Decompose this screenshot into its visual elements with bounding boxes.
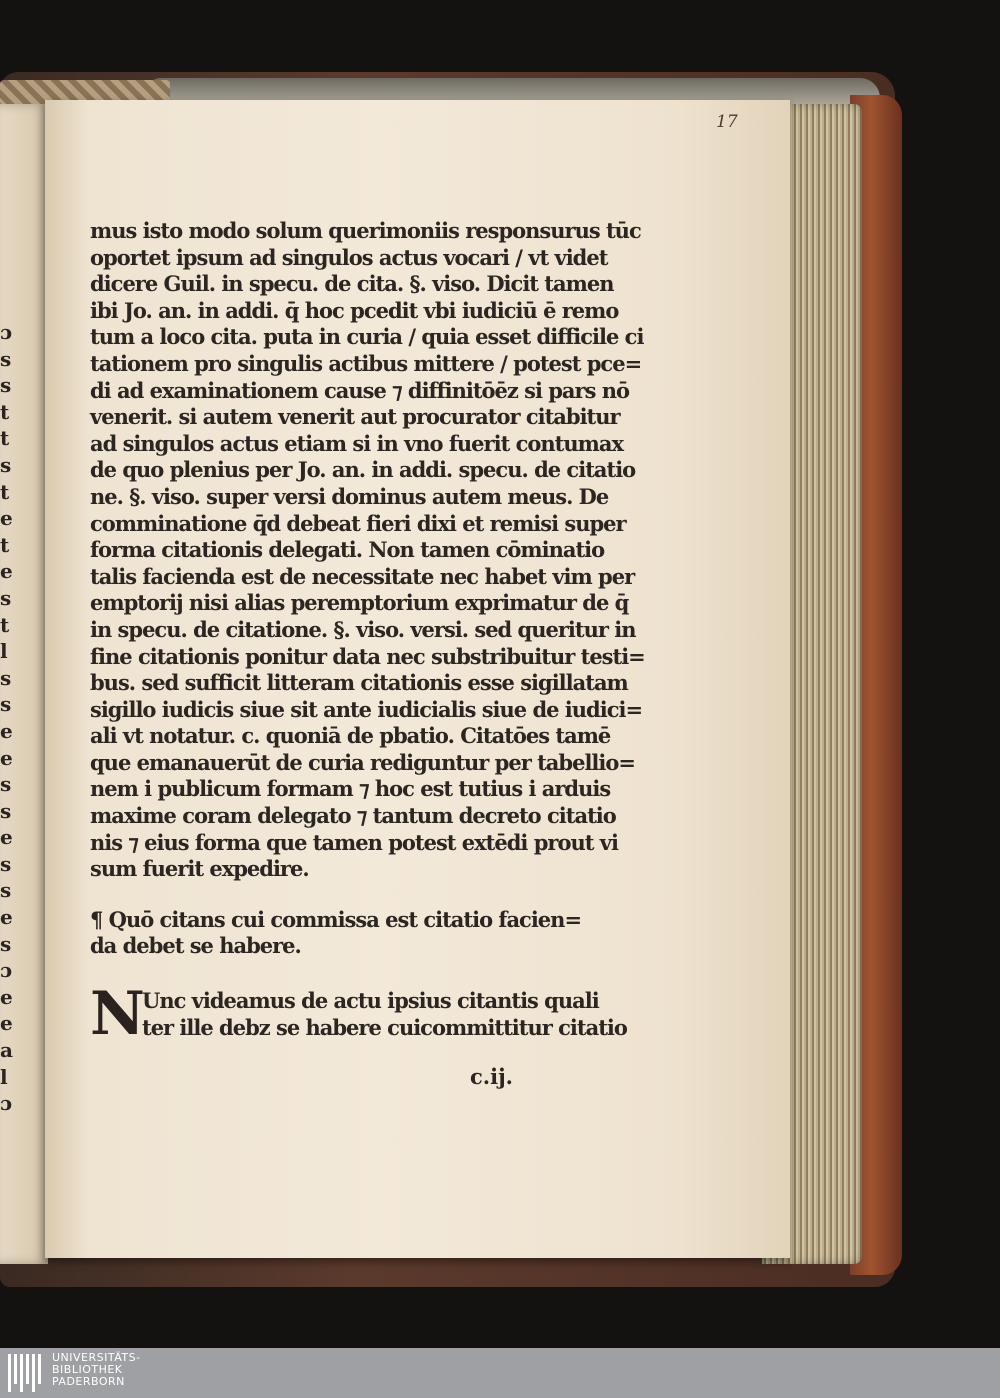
text-line: forma citationis delegati. Non tamen cōminatio: [90, 537, 605, 563]
text-line: sum fuerit expedire.: [90, 856, 309, 882]
text-line: ibi Jo. an. in addi. q̄ hoc pcedit vbi iudiciū ē remo: [90, 297, 619, 323]
rubric-line: ¶ Quō citans cui commissa est citatio facien=: [90, 906, 582, 932]
text-block: [90, 218, 645, 1050]
library-logo-text: [52, 1352, 141, 1388]
text-line: mus isto modo solum querimoniis responsurus tūc: [90, 218, 641, 243]
left-margin-letter: s: [0, 373, 12, 398]
left-margin-letter: e: [0, 559, 13, 584]
text-line: ali vt notatur. c. quoniā de pbatio. Citatōes tamē: [90, 723, 611, 749]
section-line: ter ille debz se habere cuicommittitur citatio: [142, 1014, 627, 1040]
left-margin-letter: s: [0, 665, 12, 690]
left-margin-letters: [0, 319, 14, 1117]
library-footer: [0, 1348, 1000, 1398]
library-logo-icon: [8, 1354, 48, 1394]
text-line: nem i publicum formam ⁊ hoc est tutius i arduis: [90, 776, 611, 802]
left-margin-letter: s: [0, 452, 12, 477]
text-line: fine citationis ponitur data nec substribuitur testi=: [90, 643, 645, 669]
text-line: sigillo iudicis siue sit ante iudicialis siue de iudici=: [90, 696, 643, 722]
new-section: [90, 979, 630, 1050]
left-margin-letter: s: [0, 931, 12, 956]
left-margin-letter: e: [0, 718, 13, 743]
text-line: comminatione q̄d debeat fieri dixi et remisi super: [90, 510, 626, 536]
left-margin-letter: t: [0, 479, 10, 504]
text-line: in specu. de citatione. §. viso. versi. sed queritur in: [90, 616, 636, 642]
section-text: [90, 979, 630, 1050]
text-line: oportet ipsum ad singulos actus vocari / vt videt: [90, 244, 608, 270]
left-margin-letter: e: [0, 984, 13, 1009]
rubric-line: da debet se habere.: [90, 933, 301, 959]
text-line: que emanauerūt de curia rediguntur per tabellio=: [90, 749, 635, 775]
left-margin-letter: s: [0, 772, 12, 797]
text-line: di ad examinationem cause ⁊ diffinitōēz si pars nō: [90, 377, 630, 403]
text-line: de quo plenius per Jo. an. in addi. specu. de citatio: [90, 457, 636, 483]
left-margin-letter: t: [0, 399, 10, 424]
text-line: tum a loco cita. puta in curia / quia esset difficile ci: [90, 324, 644, 350]
left-margin-letter: s: [0, 346, 12, 371]
left-margin-letter: e: [0, 825, 13, 850]
logo-text-line: BIBLIOTHEK: [52, 1363, 123, 1376]
left-margin-letter: l: [0, 1064, 8, 1089]
left-margin-letter: e: [0, 745, 13, 770]
text-line: venerit. si autem venerit aut procurator citabitur: [90, 404, 620, 430]
logo-text-line: PADERBORN: [52, 1375, 125, 1388]
text-line: bus. sed sufficit litteram citationis esse sigillatam: [90, 670, 628, 696]
text-line: nis ⁊ eius forma que tamen potest extēdi prout vi: [90, 829, 618, 855]
left-margin-letter: t: [0, 426, 10, 451]
left-margin-letter: ɔ: [0, 1091, 13, 1116]
left-margin-letter: ɔ: [0, 320, 13, 344]
left-margin-letter: l: [0, 639, 8, 664]
folio-number: 17: [716, 112, 738, 132]
left-margin-letter: ɔ: [0, 958, 13, 983]
left-margin-letter: t: [0, 612, 10, 637]
text-line: talis facienda est de necessitate nec habet vim per: [90, 563, 635, 589]
left-margin-letter: e: [0, 1011, 13, 1036]
text-line: dicere Guil. in specu. de cita. §. viso. Dicit tamen: [90, 271, 614, 297]
left-margin-letter: t: [0, 532, 10, 557]
left-margin-letter: s: [0, 851, 12, 876]
left-margin-letter: s: [0, 585, 12, 610]
left-margin-letter: s: [0, 798, 12, 823]
body-text: [90, 218, 645, 883]
text-line: ad singulos actus etiam si in vno fuerit contumax: [90, 430, 623, 456]
drop-initial: N: [90, 979, 144, 1050]
logo-text-line: UNIVERSITÄTS-: [52, 1351, 141, 1364]
section-line: Unc videamus de actu ipsius citantis quali: [142, 988, 599, 1014]
rubric-heading: [90, 907, 630, 960]
left-margin-letter: e: [0, 905, 13, 930]
signature-mark: c.ij.: [470, 1064, 513, 1089]
text-line: tationem pro singulis actibus mittere / potest pce=: [90, 350, 642, 376]
left-margin-letter: s: [0, 878, 12, 903]
left-margin-letter: e: [0, 506, 13, 531]
text-line: emptorij nisi alias peremptorium exprimatur de q̄: [90, 590, 629, 616]
left-margin-letter: s: [0, 692, 12, 717]
text-line: ne. §. viso. super versi dominus autem meus. De: [90, 483, 609, 509]
left-margin-letter: a: [0, 1038, 13, 1063]
left-page: [0, 104, 48, 1264]
text-line: maxime coram delegato ⁊ tantum decreto citatio: [90, 803, 616, 829]
